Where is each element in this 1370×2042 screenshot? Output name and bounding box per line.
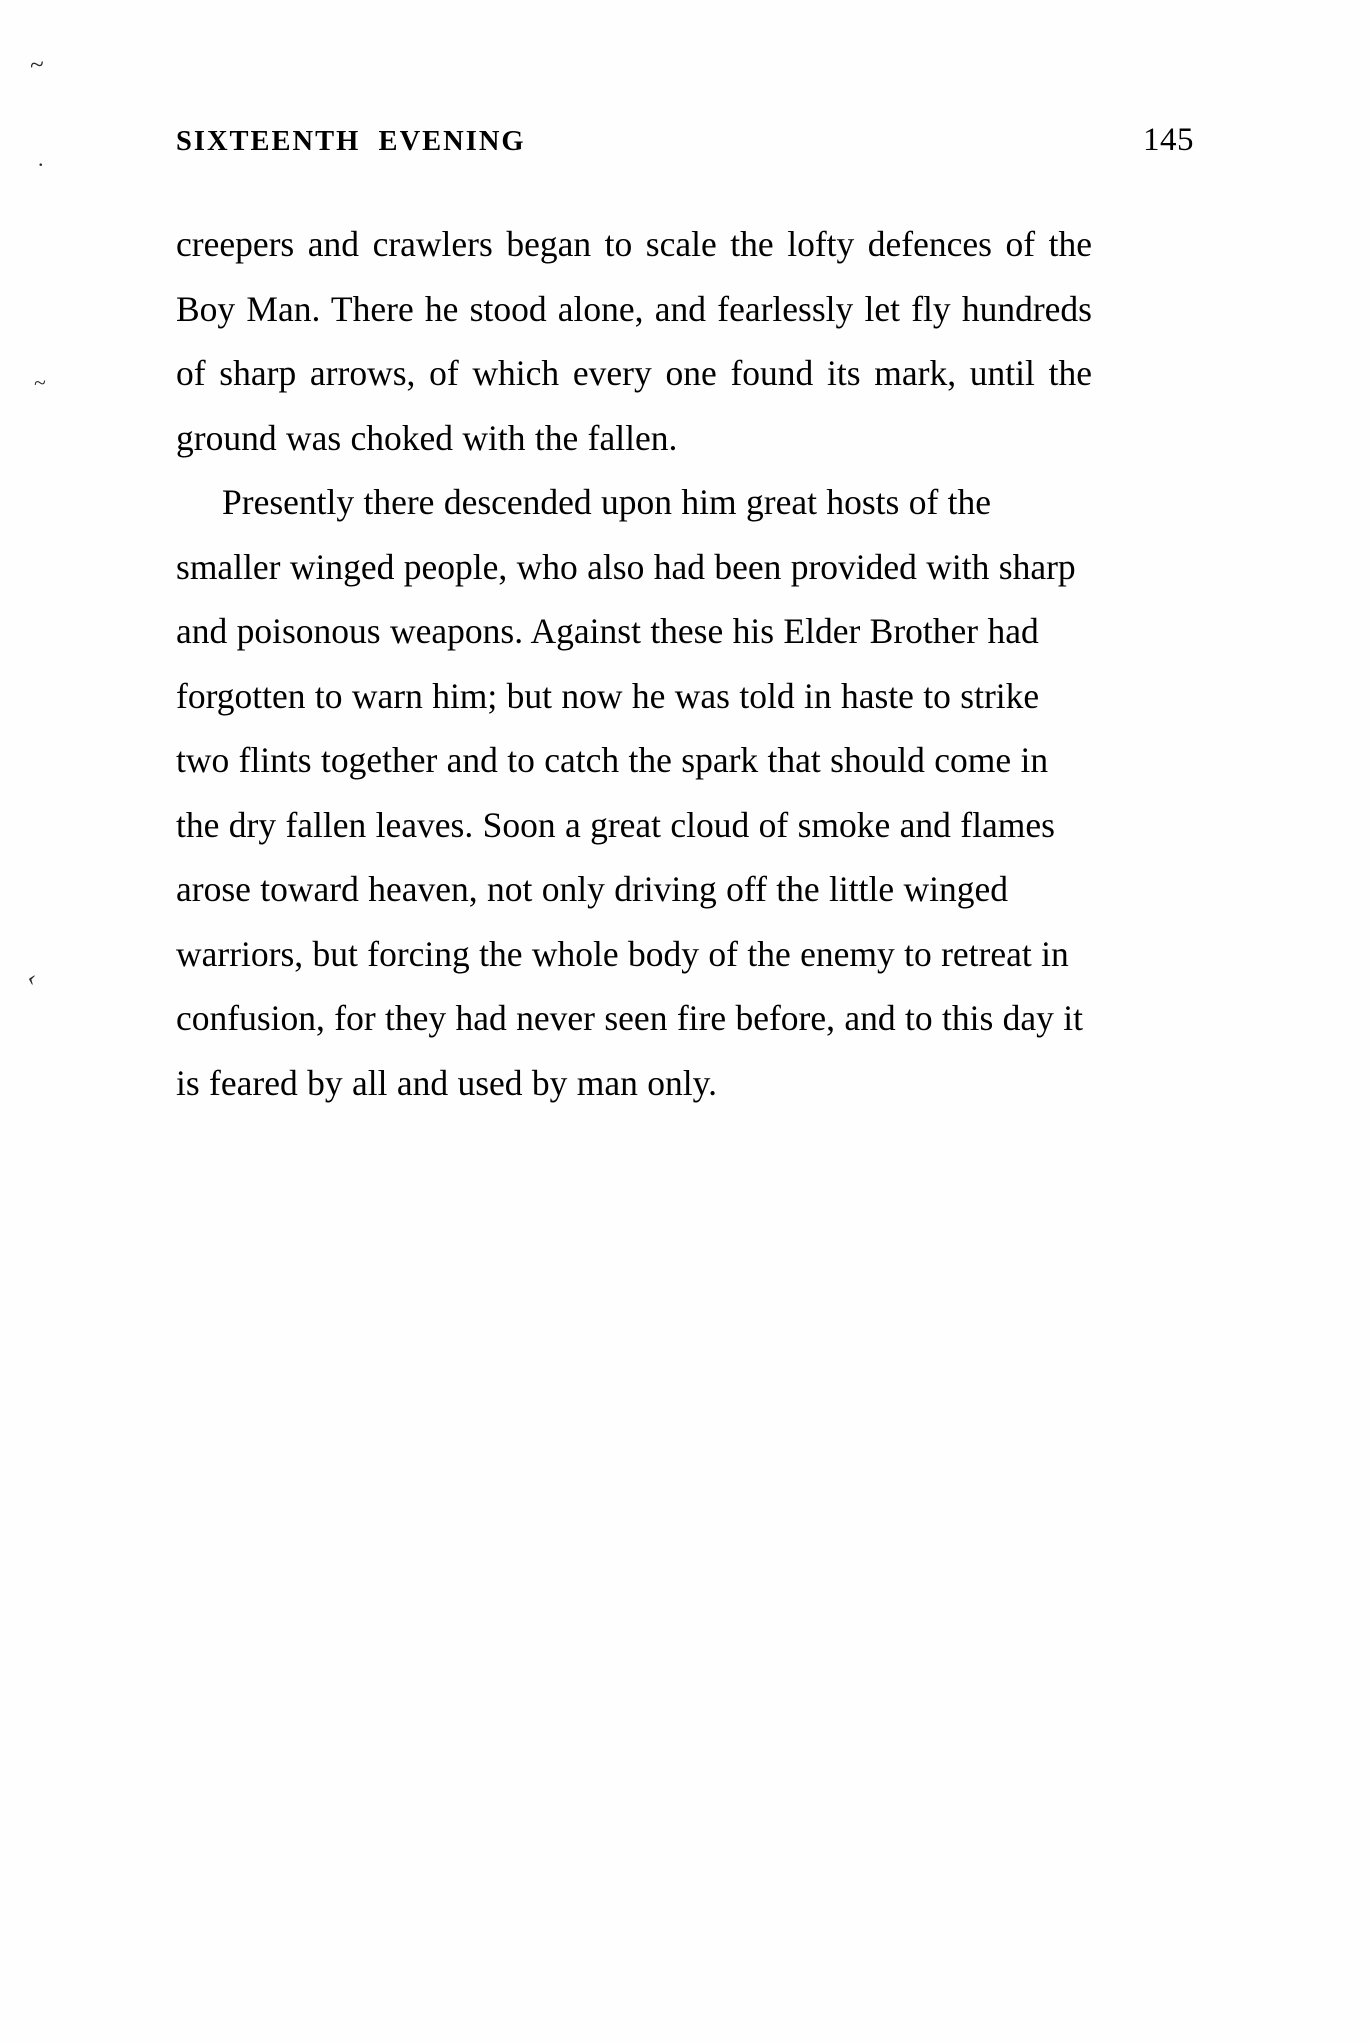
margin-mark-4: ‹ xyxy=(24,964,40,992)
paragraph-2: Presently there descended upon him great hosts of the smaller winged people, who also had been provided with sharp and poisonous weapons. Against these his Elder Brother had forgotten to warn him; but now he was told in haste to strike two flints together and to catch the spark that should come in the dry fallen leaves. Soon a great cloud of smoke and flames arose toward heaven, not only driving off the little winged warriors, but forcing the whole body of the enemy to retreat in confusion, for they had never seen fire before, and to this day it is feared by all and used by man only. xyxy=(176,482,1084,1103)
margin-mark-3: ~ xyxy=(33,369,47,396)
paragraph-1: creepers and crawlers began to scale the lofty defences of the Boy Man. There he stood alone, and fearlessly let fly hundreds of sharp arrows, of which every one found its mark, until the ground was choked with the fallen. xyxy=(176,224,1092,458)
page-header xyxy=(176,122,1194,159)
margin-mark-1: ~ xyxy=(27,49,46,80)
running-head: SIXTEENTH EVENING xyxy=(176,126,526,157)
margin-mark-2: . xyxy=(38,146,44,171)
page-number: 145 xyxy=(1143,122,1194,158)
page-body xyxy=(176,212,1092,1115)
